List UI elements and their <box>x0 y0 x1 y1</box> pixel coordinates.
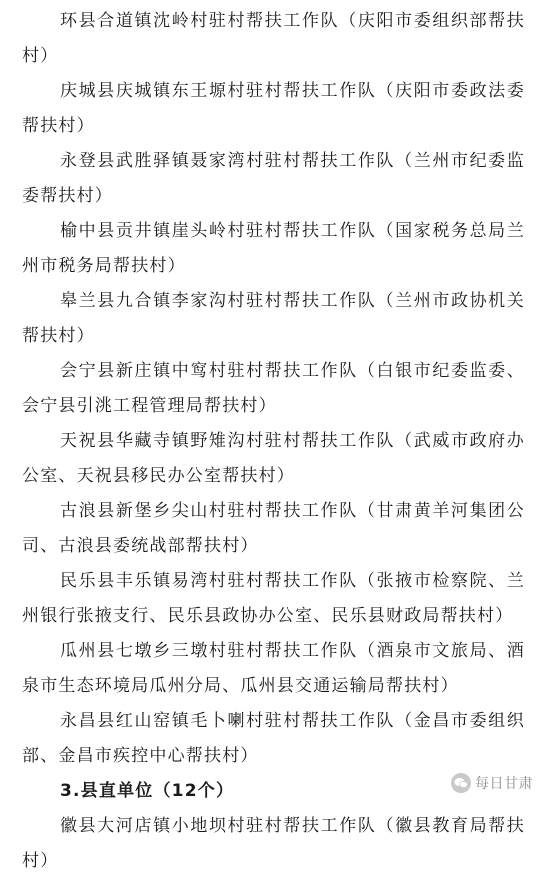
list-item: 会宁县新庄镇中窎村驻村帮扶工作队（白银市纪委监委、会宁县引洮工程管理局帮扶村） <box>22 361 525 416</box>
list-item: 永登县武胜驿镇聂家湾村驻村帮扶工作队（兰州市纪委监委帮扶村） <box>22 151 525 206</box>
list-item: 永昌县红山窑镇毛卜喇村驻村帮扶工作队（金昌市委组织部、金昌市疾控中心帮扶村） <box>22 711 525 766</box>
list-item: 古浪县新堡乡尖山村驻村帮扶工作队（甘肃黄羊河集团公司、古浪县委统战部帮扶村） <box>22 501 525 556</box>
watermark <box>447 772 537 794</box>
list-item: 环县合道镇沈岭村驻村帮扶工作队（庆阳市委组织部帮扶村） <box>22 11 525 66</box>
list-item: 天祝县华藏寺镇野雉沟村驻村帮扶工作队（武威市政府办公室、天祝县移民办公室帮扶村） <box>22 431 525 486</box>
list-item: 瓜州县七墩乡三墩村驻村帮扶工作队（酒泉市文旅局、酒泉市生态环境局瓜州分局、瓜州县交通运输局帮扶村） <box>22 641 525 696</box>
watermark-text: 每日甘肃 <box>475 776 533 792</box>
list-item: 榆中县贡井镇崖头岭村驻村帮扶工作队（国家税务总局兰州市税务局帮扶村） <box>22 221 525 276</box>
list-item: 皋兰县九合镇李家沟村驻村帮扶工作队（兰州市政协机关帮扶村） <box>22 291 525 346</box>
list-item: 庆城县庆城镇东王塬村驻村帮扶工作队（庆阳市委政法委帮扶村） <box>22 81 525 136</box>
section-heading: 3.县直单位（12个） <box>60 781 235 801</box>
wechat-icon <box>451 773 471 793</box>
list-item: 民乐县丰乐镇易湾村驻村帮扶工作队（张掖市检察院、兰州银行张掖支行、民乐县政协办公室、民乐县财政局帮扶村） <box>22 571 525 626</box>
list-item: 徽县大河店镇小地坝村驻村帮扶工作队（徽县教育局帮扶村） <box>22 816 525 871</box>
